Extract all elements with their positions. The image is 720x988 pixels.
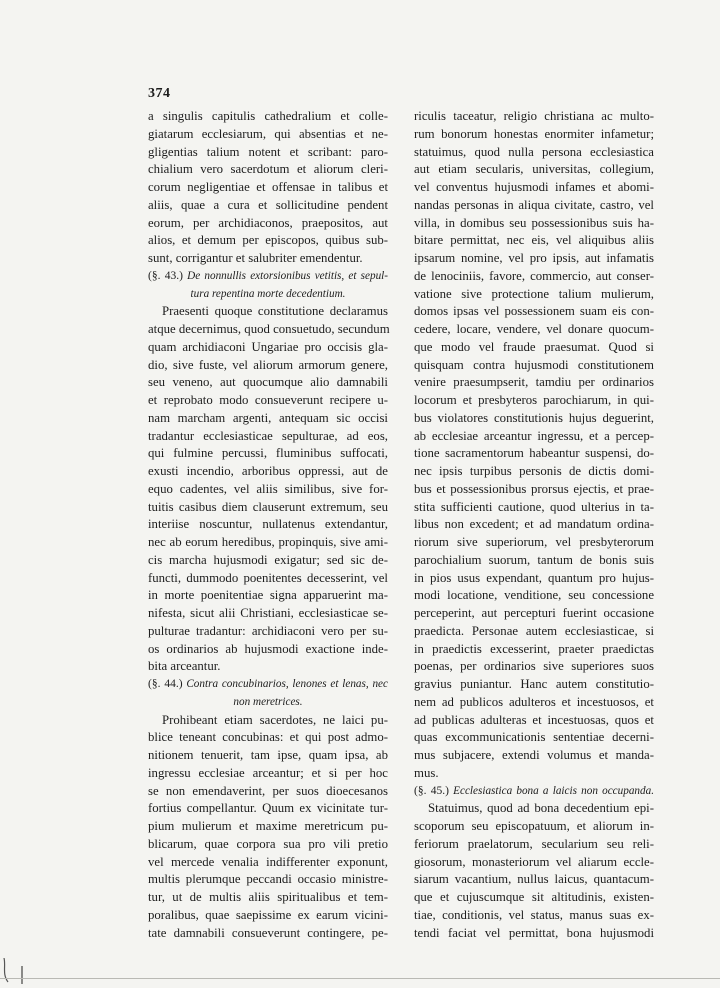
text-line: ab ecclesiae arceantur ingressu, et a percep-: [414, 428, 654, 443]
text-line: et reprobato modo consueverunt recipere u-: [148, 393, 388, 407]
section-number: (§. 45.): [414, 784, 449, 797]
page-number: 374: [148, 86, 171, 101]
section-number: (§. 44.): [148, 678, 183, 690]
text-line: sunt, corrigantur et salubriter emendentur.: [148, 251, 363, 265]
text-line: seu veneno, aut quocumque alio damnabili: [148, 375, 388, 390]
text-line: in praedictis excesserint, praeter praedictas: [414, 641, 654, 656]
text-line: pium mulierum et maxime meretricum pu-: [148, 819, 388, 833]
text-line: nitionem tenuerit, tam ipse, quam ipsa, ab: [148, 748, 388, 762]
text-line: alios, et demum per episcopos, quibus sub-: [148, 233, 388, 248]
text-line: statuimus, quod nulla persona ecclesiastica: [414, 144, 654, 159]
text-line: feriorum praelatorum, secularium seu reli-: [414, 836, 654, 851]
section-title: Ecclesiastica bona a laicis non occupanda.: [453, 784, 654, 797]
section-heading: [148, 676, 388, 694]
text-line: atque decernimus, quod consuetudo, secundum: [148, 322, 390, 336]
right-text-column: [414, 108, 654, 942]
text-line: praedicta. Personae autem ecclesiasticae, si: [414, 623, 654, 638]
text-line: ipsarum nomine, vel pro ipsis, aut infamatis: [414, 251, 654, 265]
text-line: chialium vero sacerdotum et aliorum cleri-: [148, 162, 388, 177]
text-line: venire praesumpserit, tamdiu per ordinarios: [414, 375, 654, 390]
text-line: que et cujuscumque sit altitudinis, existen-: [414, 890, 654, 904]
text-line: nam marcham argenti, antequam sic occisi: [148, 410, 388, 425]
text-line: nec ipsis turpibus personis de dictis domi-: [414, 464, 654, 478]
text-line: riorum sive superiorum, vel presbyterorum: [414, 535, 654, 549]
text-line: poralibus, quae saepissime ex earum vicini-: [148, 907, 388, 922]
text-line: giosorum, monasteriorum vel aliarum eccle-: [414, 854, 654, 869]
text-line: dio, sive fuste, vel aliorum armorum genere,: [148, 357, 388, 372]
text-line: equo cadentes, vel aliis similibus, sive for-: [148, 481, 388, 496]
text-line: tiae, conditionis, vel status, manus suas ex-: [414, 907, 654, 922]
text-line: cis marcha hujusmodi exigatur; sed sic de-: [148, 552, 388, 567]
text-line: domos ipsas vel possessionem suam eis con-: [414, 304, 654, 319]
text-line: mus subjacere, extendi volumus et manda-: [414, 748, 654, 762]
text-line: tione sacramentorum habeantur suspensi, do-: [414, 446, 654, 461]
text-line: fortius compellantur. Quum ex vicinitate tur-: [148, 801, 388, 816]
section-heading: [148, 268, 388, 286]
text-line: Praesenti quoque constitutione declaramus: [162, 304, 388, 319]
text-line: aliis, quae a cura et sollicitudine pendent: [148, 197, 388, 212]
text-line: parochialium suorum, tantum de bonis suis: [414, 552, 654, 567]
text-line: poenas, per ordinarios sive superiores suos: [414, 659, 654, 674]
text-line: tuitis casibus diem clauserunt extremum, seu: [148, 499, 388, 514]
text-line: nandas personas in aliqua civitate, castro, vel: [414, 197, 654, 212]
text-line: vel conventus hujusmodi infames et abomi-: [414, 180, 654, 194]
section-title: De nonnullis extorsionibus vetitis, et sepul-: [187, 269, 388, 282]
text-line: stita sufficienti cautione, quod ulterius in ta-: [414, 499, 654, 514]
text-line: que modo vel fraude praesumat. Quod si: [414, 339, 654, 354]
text-line: nifesta, sicut alii Christiani, ecclesiasticae se-: [148, 606, 388, 620]
text-line: mus.: [414, 765, 439, 780]
text-line: qui fulmine percussi, fluminibus suffocati,: [148, 446, 388, 461]
section-number: (§. 43.): [148, 269, 183, 282]
section-heading: [148, 286, 388, 304]
text-line: bus et possessionibus prorsus ejectis, et prae-: [414, 481, 654, 496]
text-line: ingressu ecclesiae arceantur; et si per hoc: [148, 765, 388, 780]
text-line: locorum et presbyteros parochiarum, in qui-: [414, 393, 654, 407]
text-line: modi locatione, venditione, seu concessione: [414, 588, 654, 603]
text-line: blice teneant concubinas: et qui post admo-: [148, 730, 388, 745]
text-line: blicarum, quae corpora sua pro vili pretio: [148, 836, 388, 851]
text-line: cedere, locare, vendere, vel donare quocum-: [414, 322, 654, 336]
text-line: multis plerumque peccandi occasio ministre-: [148, 872, 388, 887]
text-line: in pios usus expendant, quantum pro hujus-: [414, 570, 654, 585]
text-line: nec ab eorum heredibus, propinquis, sive ami-: [148, 535, 388, 549]
text-line: Statuimus, quod ad bona decedentium epi-: [428, 801, 654, 816]
text-line: corum negligentiae et offensae in talibus et: [148, 180, 388, 194]
text-line: tendi faciat vel permittat, bona hujusmodi: [414, 925, 654, 940]
text-line: bitare permittat, nec eis, vel aliquibus aliis: [414, 233, 654, 248]
scan-edge-mark-icon: [0, 958, 30, 988]
text-line: villa, in domibus seu possessionibus suis ha-: [414, 215, 654, 230]
text-line: vel mercede venalia indifferenter exponunt,: [148, 854, 388, 869]
text-line: quam archidiaconi Ungariae pro occisis gla-: [148, 339, 388, 354]
text-line: de lenociniis, favore, commercio, aut conser-: [414, 268, 654, 283]
section-title: tura repentina morte decedentium.: [190, 287, 346, 300]
text-line: tradantur ecclesiasticae sepulturae, ad eos,: [148, 428, 388, 443]
section-title: Contra concubinarios, lenones et lenas, nec: [186, 678, 388, 690]
text-line: gligentias talium notent et scribant: paro-: [148, 144, 388, 159]
text-line: functi, dummodo poenitentes decesserint, vel: [148, 570, 388, 585]
text-line: perceperint, aut percepturi fuerint occasione: [414, 606, 654, 620]
text-line: siarum vacantium, nullus laicus, quantacum-: [414, 872, 654, 887]
text-line: rum bonorum honestas enormiter infametur;: [414, 126, 654, 141]
text-line: tate damnabili consueverunt contingere, pe-: [148, 925, 388, 940]
text-line: se non emendaverint, per suos dioecesanos: [148, 783, 388, 798]
text-line: bus violatores constitutionis hujus deguerint,: [414, 410, 654, 425]
left-text-column: [148, 108, 388, 942]
section-heading: [414, 783, 654, 801]
text-line: giatarum ecclesiarum, qui absentias et ne-: [148, 126, 388, 141]
section-title: non meretrices.: [233, 695, 303, 708]
text-line: bita arceantur.: [148, 659, 221, 674]
text-line: libus non excedent; et ad mandatum ordina-: [414, 517, 654, 532]
text-line: ad publicas adulteras et incestuosas, quos et: [414, 712, 654, 727]
text-line: a singulis capitulis cathedralium et colle-: [148, 109, 388, 123]
text-line: scoporum seu episcopatuum, et aliorum in-: [414, 819, 654, 833]
text-line: pulturae tradantur: archidiaconi vero per su-: [148, 623, 388, 638]
text-line: nem ad publicos adulteros et incestuosos, et: [414, 694, 654, 709]
text-line: gravius puniantur. Hanc autem constitutio-: [414, 677, 654, 691]
text-line: aut etiam secularis, universitas, collegium,: [414, 162, 654, 177]
text-line: quisquam contra hujusmodi constitutionem: [414, 357, 654, 372]
text-line: tur, ut de multis aliis spiritualibus et tem-: [148, 890, 388, 904]
scan-bottom-edge: [0, 978, 720, 979]
text-line: quas excommunicationis sententiae decerni-: [414, 730, 654, 745]
text-line: exusti incendio, arboribus oppressi, aut de: [148, 464, 388, 478]
text-line: os ordinarios ab hujusmodi exactione inde-: [148, 641, 388, 656]
text-line: interiise noscuntur, nullatenus extendantur,: [148, 517, 388, 532]
text-line: vatione sive protectione talium mulierum,: [414, 286, 654, 301]
text-line: in morte poenitentiae signa apparuerint ma-: [148, 588, 388, 603]
section-heading: [148, 694, 388, 712]
text-line: riculis taceatur, religio christiana ac multo-: [414, 109, 654, 123]
text-line: eorum, per archidiaconos, praepositos, aut: [148, 215, 388, 230]
text-line: Prohibeant etiam sacerdotes, ne laici pu-: [162, 712, 388, 727]
